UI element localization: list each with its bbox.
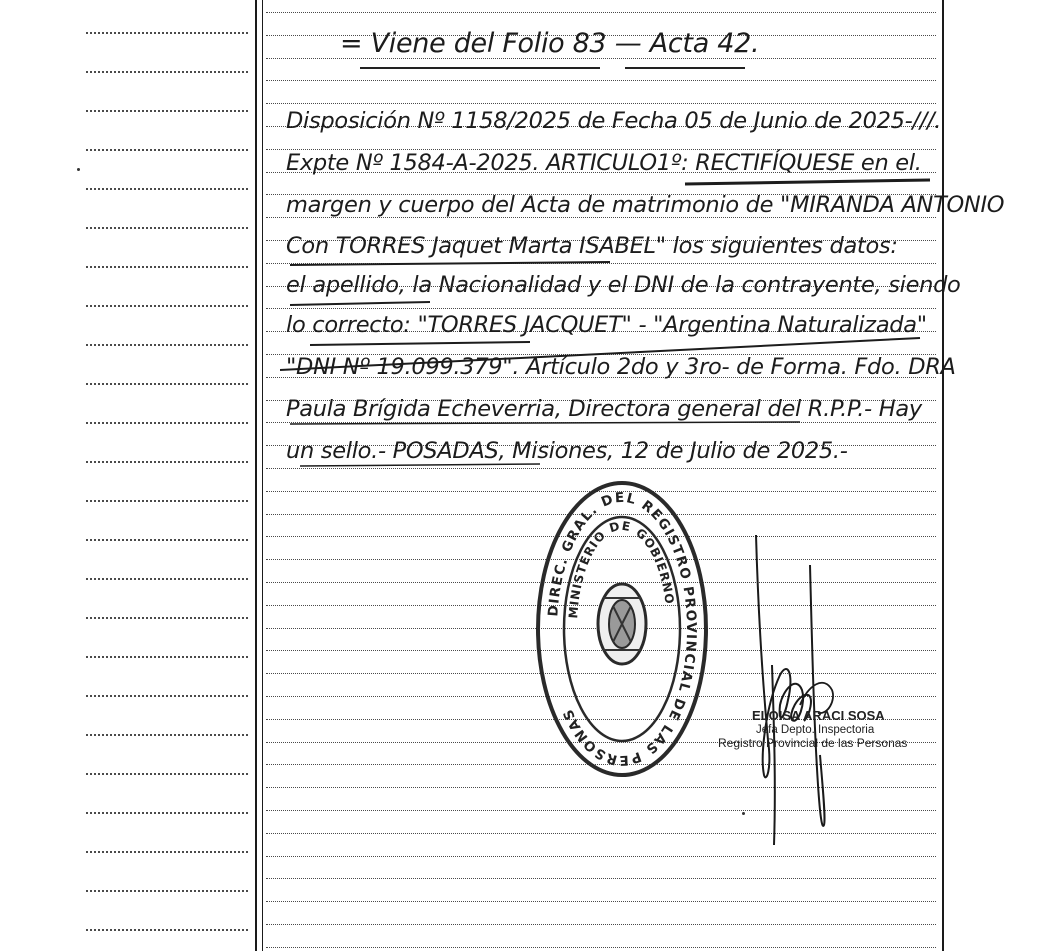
ruling-line xyxy=(86,695,248,697)
left-margin-line xyxy=(255,0,257,951)
ruling-line xyxy=(266,12,936,13)
ruling-line xyxy=(266,924,936,925)
official-stamp xyxy=(533,478,711,780)
ruling-line xyxy=(86,266,248,268)
ruling-line xyxy=(266,856,936,857)
ruling-line xyxy=(86,305,248,307)
ruling-line xyxy=(86,539,248,541)
signer-name: ELOISA ARACI SOSA xyxy=(752,708,885,723)
ruling-line xyxy=(86,734,248,736)
body-line-9: un sello.- POSADAS, Misiones, 12 de Julio de 2025.- xyxy=(286,438,848,464)
ruling-line xyxy=(266,901,936,902)
ruling-line xyxy=(86,110,248,112)
scan-speck xyxy=(77,168,80,171)
body-line-3: margen y cuerpo del Acta de matrimonio de "MIRANDA ANTONIO xyxy=(286,192,1005,218)
ruling-line xyxy=(86,227,248,229)
ruling-line xyxy=(86,344,248,346)
ruling-line xyxy=(86,422,248,424)
body-line-6: lo correcto: "TORRES JACQUET" - "Argentina Naturalizada" xyxy=(286,312,927,338)
ruling-line xyxy=(86,500,248,502)
ruling-line xyxy=(86,851,248,853)
ruling-line xyxy=(86,149,248,151)
stamp-outer-text: DIREC. GRAL. DEL REGISTRO PROVINCIAL DE LAS PERSONAS xyxy=(545,489,700,769)
left-margin-line-inner xyxy=(262,0,263,951)
body-line-7: "DNI Nº 19.099.379". Artículo 2do y 3ro- de Forma. Fdo. DRA xyxy=(286,354,956,380)
header-underline xyxy=(330,62,750,74)
folio-header: = Viene del Folio 83 — Acta 42. xyxy=(340,28,760,59)
ruling-line xyxy=(86,461,248,463)
ruling-line xyxy=(86,578,248,580)
right-margin-line xyxy=(942,0,944,951)
signature-block xyxy=(718,709,907,751)
ruling-line xyxy=(86,890,248,892)
ruling-line xyxy=(266,80,936,81)
body-line-2: Expte Nº 1584-A-2025. ARTICULO1º: RECTIFÍQUESE en el. xyxy=(286,150,922,176)
body-underlines xyxy=(280,140,940,490)
scan-speck xyxy=(742,812,745,815)
ruling-line xyxy=(86,929,248,931)
body-line-4: Con TORRES Jaquet Marta ISABEL" los siguientes datos: xyxy=(286,233,898,259)
ruling-line xyxy=(86,773,248,775)
ruling-line xyxy=(86,188,248,190)
handwritten-signature xyxy=(748,525,844,855)
body-line-1: Disposición Nº 1158/2025 de Fecha 05 de Junio de 2025-///. xyxy=(286,108,942,134)
ruling-line xyxy=(86,32,248,34)
ruling-line xyxy=(266,103,936,104)
ruling-line xyxy=(86,812,248,814)
body-line-8: Paula Brígida Echeverria, Directora general del R.P.P.- Hay xyxy=(286,396,922,422)
ruling-line xyxy=(86,617,248,619)
ruling-line xyxy=(86,71,248,73)
signer-role: Jefa Depto. Inspectoria xyxy=(756,723,875,736)
coat-of-arms-icon xyxy=(598,584,646,664)
ruling-line xyxy=(266,878,936,879)
signer-organization: Registro Provincial de las Personas xyxy=(718,736,908,751)
body-line-5: el apellido, la Nacionalidad y el DNI de la contrayente, siendo xyxy=(286,272,961,298)
stamp-inner-text: MINISTERIO DE GOBIERNO xyxy=(566,518,677,619)
ruling-line xyxy=(266,947,936,948)
ruling-line xyxy=(86,383,248,385)
ruling-line xyxy=(86,656,248,658)
